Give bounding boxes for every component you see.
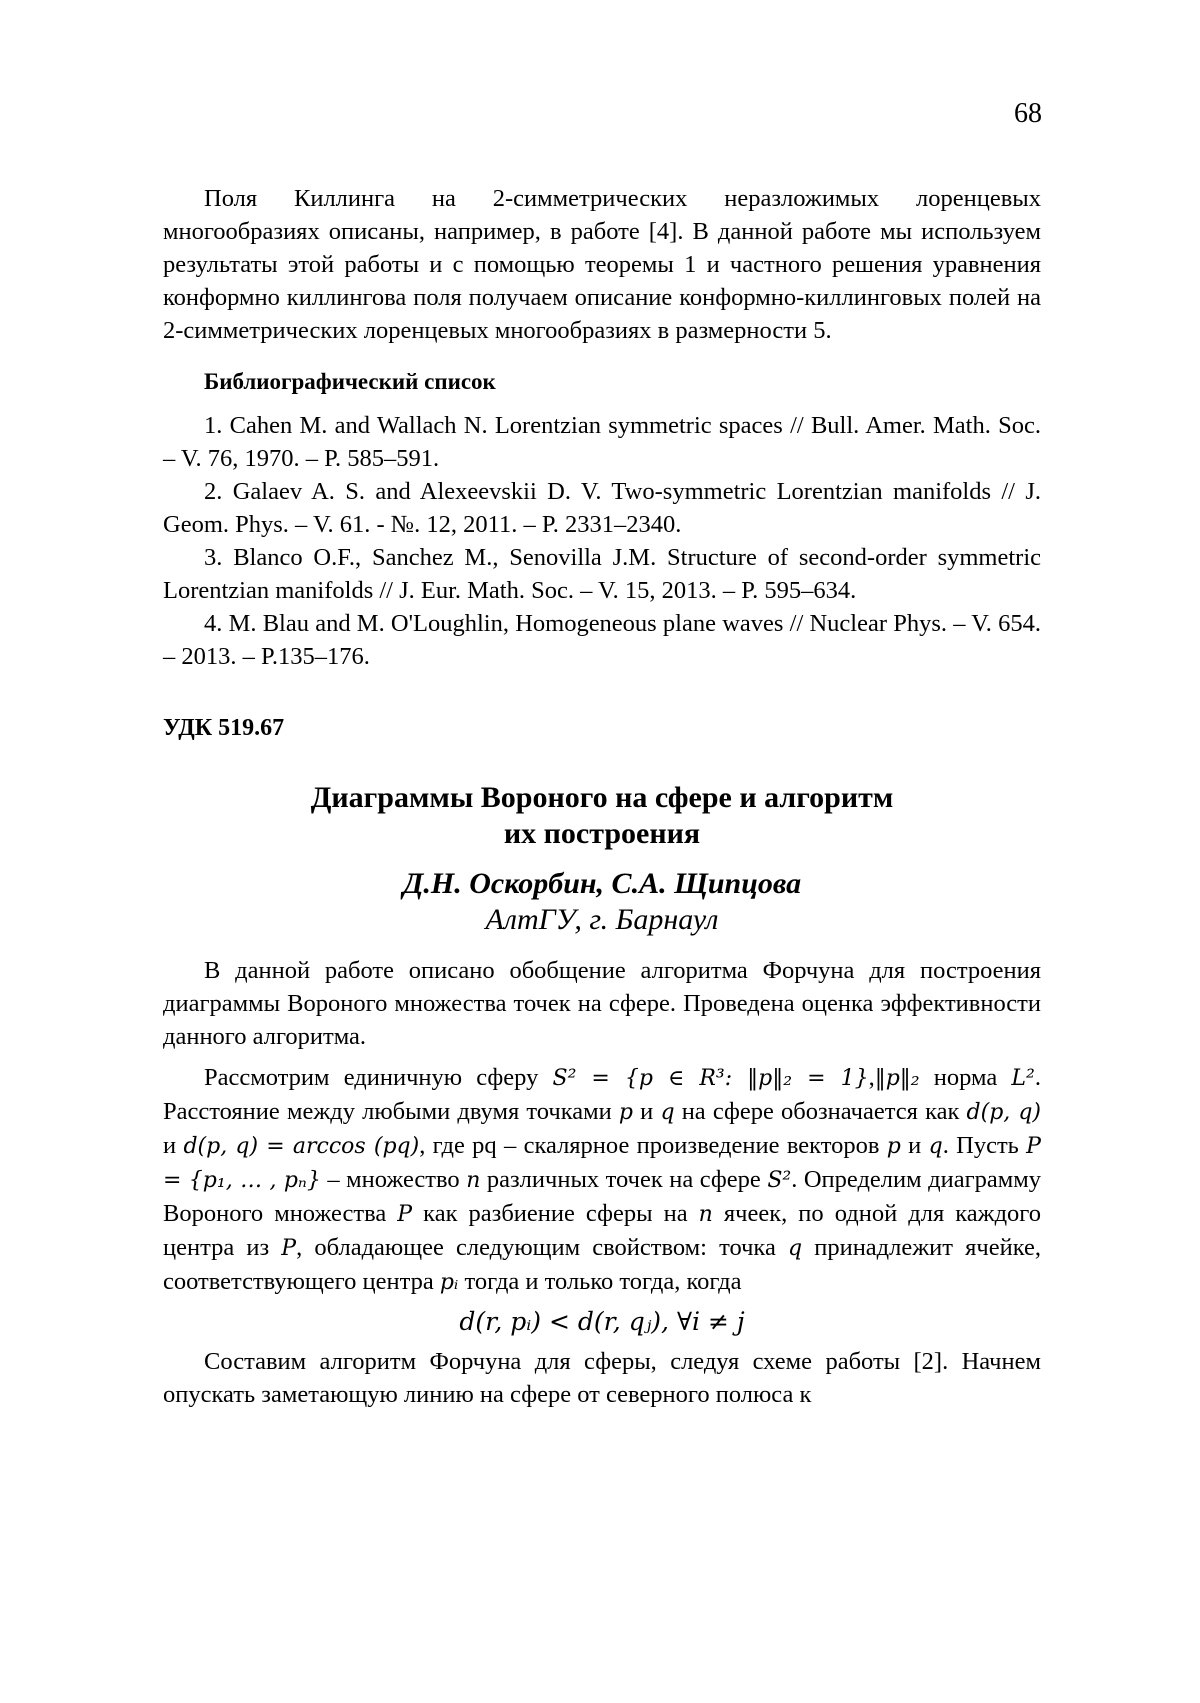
intro-paragraph: Поля Киллинга на 2-симметрических неразложимых лоренцевых многообразиях описаны, например, в работе [4]. В данной работе мы используем результаты этой работы и с помощью теоремы 1 и частного решения уравнения конформно киллингова поля получаем описание конформно-киллинговых полей на 2-симметрических лоренцевых многообразиях в размерности 5. xyxy=(163,182,1041,347)
intro-section xyxy=(163,182,1041,347)
title-line-2: их построения xyxy=(163,816,1041,852)
math-distance: d(p, q) xyxy=(967,1100,1041,1125)
bib-item-1: 1. Cahen M. and Wallach N. Lorentzian symmetric spaces // Bull. Amer. Math. Soc. – V. 76, 1970. – P. 585–591. xyxy=(163,409,1041,475)
closing-paragraph: Составим алгоритм Форчуна для сферы, следуя схеме работы [2]. Начнем опускать заметающую линию на сфере от северного полюса к xyxy=(163,1345,1041,1411)
bibliography-heading: Библиографический список xyxy=(163,365,1041,398)
math-p: p xyxy=(619,1100,633,1125)
affiliation: АлтГУ, г. Барнаул xyxy=(163,902,1041,938)
bib-item-3: 3. Blanco O.F., Sanchez M., Senovilla J.M. Structure of second-order symmetric Lorentzian manifolds // J. Eur. Math. Soc. – V. 15, 2013. – P. 595–634. xyxy=(163,541,1041,607)
math-p-3: P xyxy=(397,1202,412,1227)
math-q-2: q xyxy=(929,1134,943,1159)
math-q: q xyxy=(660,1100,674,1125)
math-n: n xyxy=(466,1168,480,1193)
math-n-2: n xyxy=(699,1202,713,1227)
math-set-p: P = {p₁, … , pₙ} xyxy=(163,1134,1041,1193)
article-body xyxy=(163,954,1041,1411)
math-arccos: d(p, q) = arccos (pq) xyxy=(183,1134,419,1159)
title-line-1: Диаграммы Вороного на сфере и алгоритм xyxy=(163,780,1041,816)
page-number: 68 xyxy=(1014,98,1042,130)
definition-paragraph: Рассмотрим единичную сферу S² = {p ∈ R³: ‖p‖₂ = 1},‖p‖₂ норма L². Расстояние между любыми двумя точками p и q на сфере обозначается как d(p, q) и d(p, q) = arccos (pq), где pq – скалярное произведение векторов p и q. Пусть P = {p₁, … , pₙ} – множество n различных точек на сфере S². Определим диаграмму Вороного множества P как разбиение сферы на n ячеек, по одной для каждого центра из P, обладающее следующим свойством: точка q принадлежит ячейке, соответствующего центра pᵢ тогда и только тогда, когда xyxy=(163,1061,1041,1299)
voronoi-formula: d(r, pᵢ) < d(r, qⱼ), ∀i ≠ j xyxy=(163,1299,1041,1345)
math-p-4: P xyxy=(281,1236,296,1261)
article-title xyxy=(163,780,1041,852)
article-byline xyxy=(163,866,1041,938)
math-l2: L² xyxy=(1011,1066,1034,1091)
authors: Д.Н. Оскорбин, С.А. Щипцова xyxy=(163,866,1041,902)
math-norm: ‖p‖₂ xyxy=(875,1066,920,1091)
math-p-2: p xyxy=(887,1134,901,1159)
bib-item-4: 4. M. Blau and M. O'Loughlin, Homogeneous plane waves // Nuclear Phys. – V. 654. – 2013. – P.135–176. xyxy=(163,607,1041,673)
udc-code: УДК 519.67 xyxy=(163,712,1041,745)
bib-item-2: 2. Galaev A. S. and Alexeevskii D. V. Two-symmetric Lorentzian manifolds // J. Geom. Phys. – V. 61. - №. 12, 2011. – P. 2331–2340. xyxy=(163,475,1041,541)
bibliography xyxy=(163,365,1041,673)
math-sphere: S² = {p ∈ R³: ‖p‖₂ = 1} xyxy=(553,1066,869,1091)
math-q-3: q xyxy=(788,1236,802,1261)
math-pi: pᵢ xyxy=(440,1270,459,1295)
math-s2: S² xyxy=(767,1168,791,1193)
abstract-paragraph: В данной работе описано обобщение алгоритма Форчуна для построения диаграммы Вороного множества точек на сфере. Проведена оценка эффективности данного алгоритма. xyxy=(163,954,1041,1053)
page xyxy=(0,0,1200,1703)
